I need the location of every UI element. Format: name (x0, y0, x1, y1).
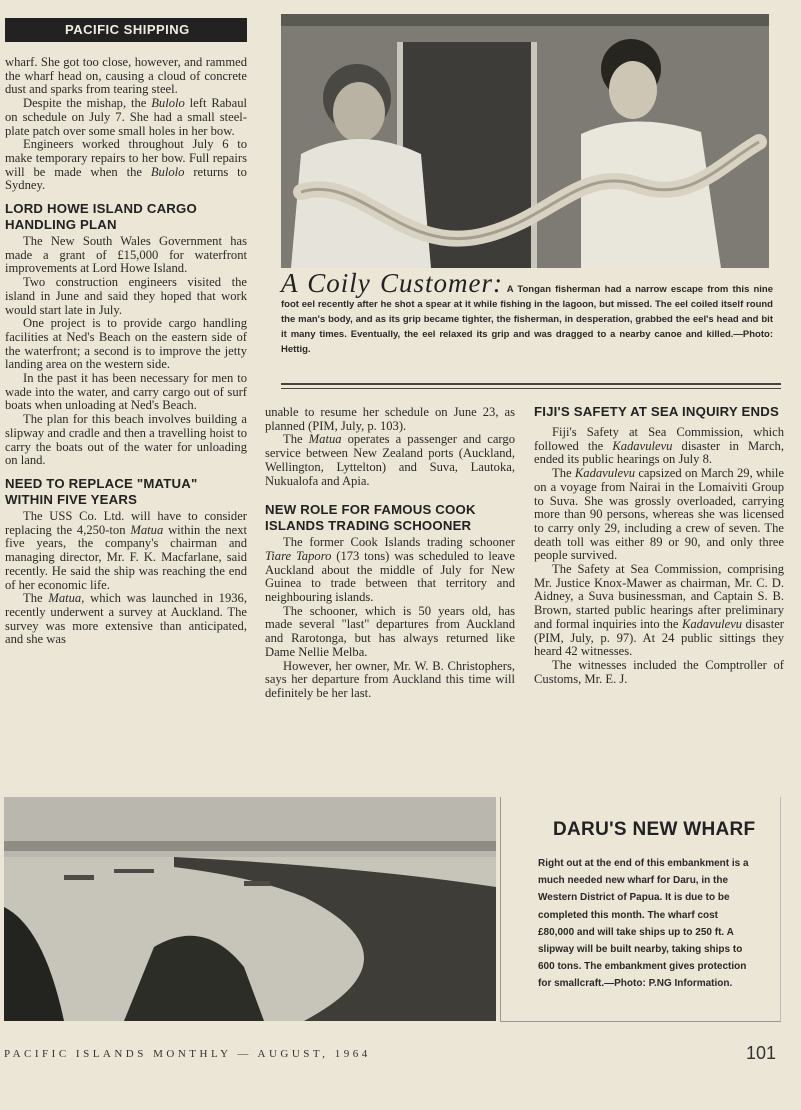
daru-title: DARU'S NEW WHARF (553, 819, 756, 840)
daru-wharf-photo-image (4, 797, 496, 1021)
running-title: PACIFIC ISLANDS MONTHLY — AUGUST, 1964 (4, 1048, 371, 1060)
paragraph: In the past it has been necessary for men to wade into the water, and carry cargo out of surf boats when unloading at Ned's Beach. (5, 371, 247, 413)
paragraph: wharf. She got too close, however, and rammed the wharf head on, causing a cloud of concrete dust and sparks from tearing steel. (5, 55, 247, 97)
daru-text: Right out at the end of this embankment is a much needed new wharf for Daru, in the Western District of Papua. It is due to be completed this month. The wharf cost £80,000 and will take ships up to 250 ft. A slipway will be built nearby, taking ships to 600 tons. The embankment gives protection for smallcraft.—Photo: P.NG Information. (538, 858, 749, 990)
page-footer (4, 1043, 776, 1067)
paragraph: Two construction engineers visited the island in June and said they hoped that work would start late in July. (5, 275, 247, 317)
paragraph: The plan for this beach involves building a slipway and cradle and then a travelling hoist to carry the boats out of the water for unloading on land. (5, 412, 247, 468)
ship-name: Tiare Taporo (265, 548, 332, 563)
ship-name: Bulolo (151, 96, 185, 111)
paragraph: The Kadavulevu capsized on March 29, while on a voyage from Nairai in the Lomaiviti Group to Suva. She was grossly overloaded, carrying more than 90 persons, whereas she was licensed to carry only 29, including a crew of seven. The death toll was either 89 or 90, and only three people survived. (534, 466, 784, 563)
paragraph: unable to resume her schedule on June 23, as planned (PIM, July, p. 103). (265, 405, 515, 433)
ship-name: Bulolo (150, 164, 185, 179)
paragraph: The schooner, which is 50 years old, has made several "last" departures from Auckland and Rarotonga, but has always returned like Dame Nellie Melba. (265, 603, 515, 659)
daru-wharf-photo (4, 797, 496, 1021)
paragraph: The witnesses included the Comptroller of Customs, Mr. E. J. (534, 657, 784, 686)
caption-text: A Tongan fisherman had a narrow escape from this nine foot eel recently after he shot a spear at it while fishing in the lagoon, but missed. The eel coiled itself round the man's body, and as its grip became tighter, the fisherman, in desperation, grabbed the eel's head and bit it many times. Eventually, the eel relaxed its grip and was dragged to a nearby canoe and killed.—Photo: Hettig. (281, 284, 774, 355)
headline-lord-howe: LORD HOWE ISLAND CARGO HANDLING PLAN (5, 201, 197, 233)
column-middle (265, 406, 515, 701)
divider-rule (281, 383, 781, 385)
paragraph: Fiji's Safety at Sea Commission, which followed the Kadavulevu disaster in March, ended its public hearings on July 8. (534, 425, 784, 467)
ship-name: Kadavulevu (612, 438, 673, 453)
headline-matua: NEED TO REPLACE "MATUA" WITHIN FIVE YEARS (5, 475, 198, 507)
headline-fiji: FIJI'S SAFETY AT SEA INQUIRY ENDS (534, 404, 779, 419)
eel-photo (281, 14, 769, 268)
paragraph: However, her owner, Mr. W. B. Christophers, says her departure from Auckland this time will definitely be her last. (265, 658, 515, 700)
paragraph: The New South Wales Government has made a grant of £15,000 for waterfront improvements at Lord Howe Island. (5, 234, 247, 276)
ship-name: Kadavulevu (574, 466, 636, 481)
eel-photo-image (281, 14, 769, 268)
ship-name: Matua (308, 432, 342, 447)
paragraph: The Safety at Sea Commission, comprising Mr. Justice Knox-Mawer as chairman, Mr. C. D. Aidney, a Suva businessman, and Captain S. B. Brown, started public hearings after preliminary and formal inquiries into the Kadavulevu disaster (PIM, July, p. 97). At 24 public sittings they heard 42 witnesses. (534, 562, 784, 659)
paragraph: One project is to provide cargo handling facilities at Ned's Beach on the eastern side of the waterfront; a second is to improve the jetty landing area on the western side. (5, 316, 247, 372)
column-right (534, 404, 784, 686)
caption-title: A Coily Customer: (281, 268, 503, 298)
paragraph: Despite the mishap, the Bulolo left Rabaul on schedule on July 7. She had a small steel-plate patch over some small holes in her bow. (5, 96, 247, 138)
daru-caption-box (500, 797, 781, 1022)
ship-name: Kadavulevu (681, 616, 743, 631)
paragraph: The Matua, which was launched in 1936, recently underwent a survey at Auckland. The survey was more extensive than anticipated, and she was (5, 591, 247, 647)
paragraph: The Matua operates a passenger and cargo service between New Zealand ports (Auckland, Wellington, Lyttelton) and Suva, Lautoka, Nukualofa and Apia. (265, 432, 515, 488)
ship-name: Matua (130, 522, 164, 537)
section-header: PACIFIC SHIPPING (5, 18, 247, 42)
column-left (5, 56, 247, 647)
page-number: 101 (745, 1043, 776, 1063)
divider-rule (281, 388, 781, 389)
headline-cook-islands: NEW ROLE FOR FAMOUS COOK ISLANDS TRADING SCHOONER (265, 502, 476, 534)
eel-photo-caption (281, 268, 774, 357)
paragraph: The USS Co. Ltd. will have to consider replacing the 4,250-ton Matua within the next five years, the company's chairman and managing director, Mr. F. K. Macfarlane, said recently. He said the ship was reaching the end of her economic life. (5, 508, 247, 592)
paragraph: Engineers worked throughout July 6 to make temporary repairs to her bow. Full repairs will be made when the Bulolo returns to Sydney. (5, 137, 247, 193)
ship-name: Matua, (48, 591, 85, 606)
paragraph: The former Cook Islands trading schooner Tiare Taporo (173 tons) was scheduled to leave Auckland about the middle of July for New Guinea to trade between that territory and neighbouring islands. (265, 535, 516, 605)
